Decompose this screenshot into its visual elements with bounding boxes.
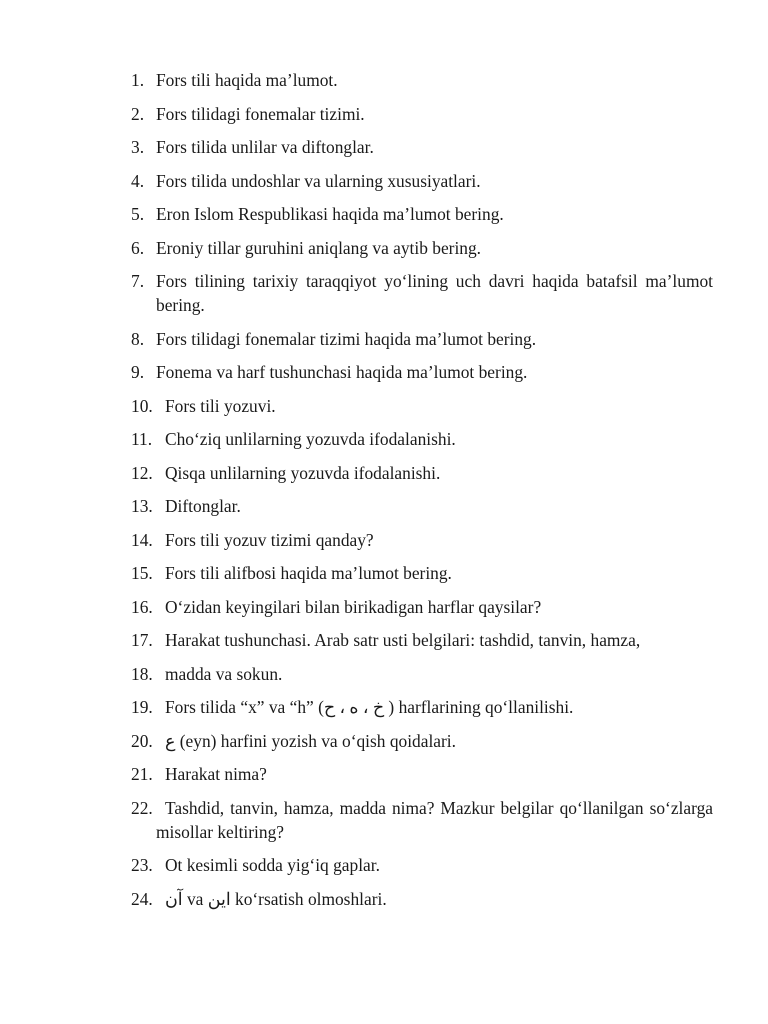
item-number: 2.	[131, 103, 145, 124]
item-text: Fors tili haqida ma’lumot.	[156, 70, 338, 90]
item-number: 1.	[131, 70, 145, 90]
item-text: آن va این ko‘rsatish olmoshlari.	[165, 888, 387, 909]
list-item	[131, 327, 713, 351]
list-item	[131, 595, 713, 619]
item-number: 3.	[131, 137, 145, 157]
item-text: Fors tili yozuvi.	[165, 395, 276, 416]
item-number: 22.	[131, 797, 153, 818]
list-item	[131, 269, 713, 317]
question-list	[131, 68, 713, 920]
item-number: 5.	[131, 204, 145, 224]
list-item	[131, 662, 713, 686]
list-item	[131, 561, 713, 585]
item-number: 13.	[131, 496, 153, 516]
item-text: Fors tili alifbosi haqida ma’lumot bering.	[165, 563, 452, 583]
list-item	[131, 68, 713, 92]
item-number: 10.	[131, 395, 153, 416]
item-text: ع (eyn) harfini yozish va o‘qish qoidalari.	[165, 730, 456, 751]
item-text: O‘zidan keyingilari bilan birikadigan harflar qaysilar?	[165, 596, 542, 617]
list-item	[131, 394, 713, 418]
item-text: Tashdid, tanvin, hamza, madda nima? Mazkur belgilar qo‘llanilgan so‘zlarga misollar keltiring?	[156, 797, 713, 842]
list-item	[131, 236, 713, 260]
list-item	[131, 494, 713, 518]
list-item	[131, 762, 713, 786]
item-text: Fors tilidagi fonemalar tizimi.	[156, 103, 365, 124]
item-number: 7.	[131, 271, 145, 291]
item-number: 6.	[131, 237, 145, 258]
list-item	[131, 427, 713, 451]
list-item	[131, 695, 713, 719]
item-number: 16.	[131, 596, 153, 617]
item-number: 8.	[131, 328, 145, 349]
item-text: Fors tili yozuv tizimi qanday?	[165, 529, 374, 550]
list-item	[131, 853, 713, 877]
item-text: madda va sokun.	[165, 663, 283, 684]
list-item	[131, 729, 713, 753]
list-item	[131, 102, 713, 126]
list-item	[131, 528, 713, 552]
item-text: Fors tilida unlilar va diftonglar.	[156, 137, 374, 157]
item-number: 21.	[131, 764, 153, 784]
item-text: Ot kesimli sodda yig‘iq gaplar.	[165, 855, 380, 875]
item-number: 19.	[131, 697, 153, 717]
list-item	[131, 628, 713, 652]
item-text: Fors tilidagi fonemalar tizimi haqida ma’lumot bering.	[156, 328, 537, 349]
list-item	[131, 169, 713, 193]
item-text: Qisqa unlilarning yozuvda ifodalanishi.	[165, 462, 441, 483]
item-number: 17.	[131, 630, 153, 650]
item-number: 12.	[131, 462, 153, 483]
item-text: Eron Islom Respublikasi haqida ma’lumot bering.	[156, 204, 504, 224]
list-item	[131, 360, 713, 384]
list-item	[131, 461, 713, 485]
item-number: 20.	[131, 730, 153, 751]
item-number: 15.	[131, 563, 153, 583]
item-text: Cho‘ziq unlilarning yozuvda ifodalanishi.	[165, 429, 456, 449]
item-number: 24.	[131, 888, 153, 909]
item-text: Fonema va harf tushunchasi haqida ma’lumot bering.	[156, 362, 528, 382]
item-text: Fors tilining tarixiy taraqqiyot yo‘lining uch davri haqida batafsil ma’lumot bering.	[156, 271, 713, 315]
item-text: Eroniy tillar guruhini aniqlang va aytib bering.	[156, 237, 482, 258]
item-number: 9.	[131, 362, 145, 382]
item-text: Fors tilida undoshlar va ularning xususiyatlari.	[156, 170, 481, 191]
item-text: Fors tilida “x” va “h” (خ ، ه ، ح ) harflarining qo‘llanilishi.	[165, 697, 574, 717]
item-number: 14.	[131, 529, 153, 550]
item-text: Harakat tushunchasi. Arab satr usti belgilari: tashdid, tanvin, hamza,	[165, 630, 641, 650]
item-number: 4.	[131, 170, 145, 191]
list-item	[131, 202, 713, 226]
list-item	[131, 796, 713, 844]
item-text: Harakat nima?	[165, 764, 267, 784]
item-number: 11.	[131, 429, 153, 449]
list-item	[131, 887, 713, 911]
item-number: 23.	[131, 855, 153, 875]
item-text: Diftonglar.	[165, 496, 241, 516]
item-number: 18.	[131, 663, 153, 684]
list-item	[131, 135, 713, 159]
